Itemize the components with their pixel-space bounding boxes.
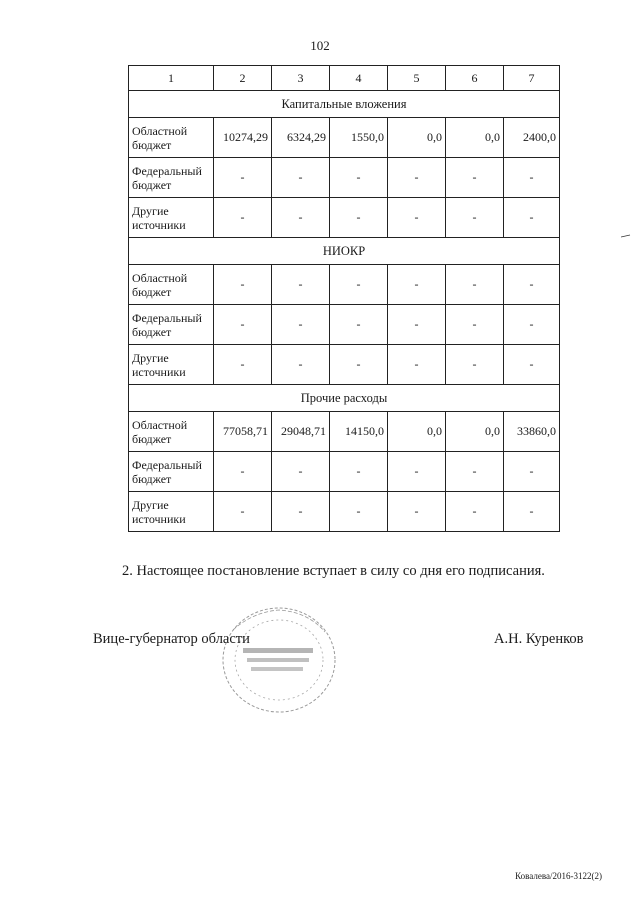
table-header-cell: 1 [129, 66, 214, 91]
table-cell: - [214, 345, 272, 385]
row-label: Другие источники [129, 198, 214, 238]
row-label: Областной бюджет [129, 265, 214, 305]
table-row [129, 345, 560, 385]
table-cell: - [504, 305, 560, 345]
row-label: Областной бюджет [129, 412, 214, 452]
table-cell: - [504, 265, 560, 305]
clause-text: 2. Настоящее постановление вступает в силу со дня его подписания. [122, 563, 545, 579]
table-cell: - [446, 265, 504, 305]
table-cell: - [214, 452, 272, 492]
table-cell: - [330, 265, 388, 305]
table-row [129, 452, 560, 492]
section-row [129, 238, 560, 265]
table-cell: - [330, 492, 388, 532]
table-cell: - [214, 492, 272, 532]
official-stamp [213, 600, 343, 720]
table-cell: - [214, 305, 272, 345]
table-cell: 33860,0 [504, 412, 560, 452]
budget-table [128, 65, 560, 532]
table-cell: 14150,0 [330, 412, 388, 452]
table-cell: - [272, 345, 330, 385]
table-cell: 10274,29 [214, 118, 272, 158]
table-row [129, 305, 560, 345]
table-cell: - [330, 158, 388, 198]
table-cell: - [272, 198, 330, 238]
table-cell: - [504, 198, 560, 238]
table-cell: 0,0 [446, 118, 504, 158]
row-label: Другие источники [129, 492, 214, 532]
table-cell: - [330, 452, 388, 492]
table-row [129, 492, 560, 532]
row-label: Федеральный бюджет [129, 305, 214, 345]
table-cell: 1550,0 [330, 118, 388, 158]
table-cell: 0,0 [388, 412, 446, 452]
table-header-cell: 5 [388, 66, 446, 91]
table-cell: - [388, 305, 446, 345]
section-title: Прочие расходы [129, 385, 560, 412]
table-cell: - [330, 305, 388, 345]
page-number: 102 [310, 38, 330, 53]
table-cell: - [388, 158, 446, 198]
document-code: Ковалева/2016-3122(2) [515, 871, 602, 881]
table-cell: - [388, 265, 446, 305]
table-cell: - [272, 265, 330, 305]
table-cell: - [504, 158, 560, 198]
table-cell: - [214, 198, 272, 238]
section-row [129, 91, 560, 118]
table-cell: - [272, 305, 330, 345]
table-cell: - [504, 345, 560, 385]
table-row [129, 118, 560, 158]
table-cell: - [504, 452, 560, 492]
table-row [129, 198, 560, 238]
section-title: НИОКР [129, 238, 560, 265]
table-cell: - [446, 158, 504, 198]
table-cell: 77058,71 [214, 412, 272, 452]
table-cell: - [388, 198, 446, 238]
table-cell: - [214, 265, 272, 305]
table-row [129, 265, 560, 305]
row-label: Областной бюджет [129, 118, 214, 158]
table-cell: - [388, 345, 446, 385]
row-label: Федеральный бюджет [129, 452, 214, 492]
table-header-row [129, 66, 560, 91]
table-cell: 0,0 [388, 118, 446, 158]
section-row [129, 385, 560, 412]
section-title: Капитальные вложения [129, 91, 560, 118]
table-cell: - [446, 305, 504, 345]
table-cell: - [388, 492, 446, 532]
table-cell: - [446, 198, 504, 238]
table-cell: - [446, 492, 504, 532]
table-cell: - [330, 345, 388, 385]
table-header-cell: 2 [214, 66, 272, 91]
table-cell: - [504, 492, 560, 532]
table-cell: - [330, 198, 388, 238]
table-cell: - [388, 452, 446, 492]
table-cell: 6324,29 [272, 118, 330, 158]
table-cell: 0,0 [446, 412, 504, 452]
row-label: Другие источники [129, 345, 214, 385]
signer-title: Вице-губернатор области [93, 631, 250, 647]
table-cell: 29048,71 [272, 412, 330, 452]
signer-name: А.Н. Куренков [494, 631, 584, 647]
budget-table-body [129, 66, 560, 532]
row-label: Федеральный бюджет [129, 158, 214, 198]
table-cell: - [446, 452, 504, 492]
table-cell: 2400,0 [504, 118, 560, 158]
table-row [129, 158, 560, 198]
margin-tick-mark [621, 234, 631, 238]
table-cell: - [272, 158, 330, 198]
table-row [129, 412, 560, 452]
table-header-cell: 3 [272, 66, 330, 91]
table-cell: - [272, 492, 330, 532]
table-cell: - [272, 452, 330, 492]
table-header-cell: 7 [504, 66, 560, 91]
table-cell: - [214, 158, 272, 198]
table-header-cell: 4 [330, 66, 388, 91]
table-header-cell: 6 [446, 66, 504, 91]
table-cell: - [446, 345, 504, 385]
